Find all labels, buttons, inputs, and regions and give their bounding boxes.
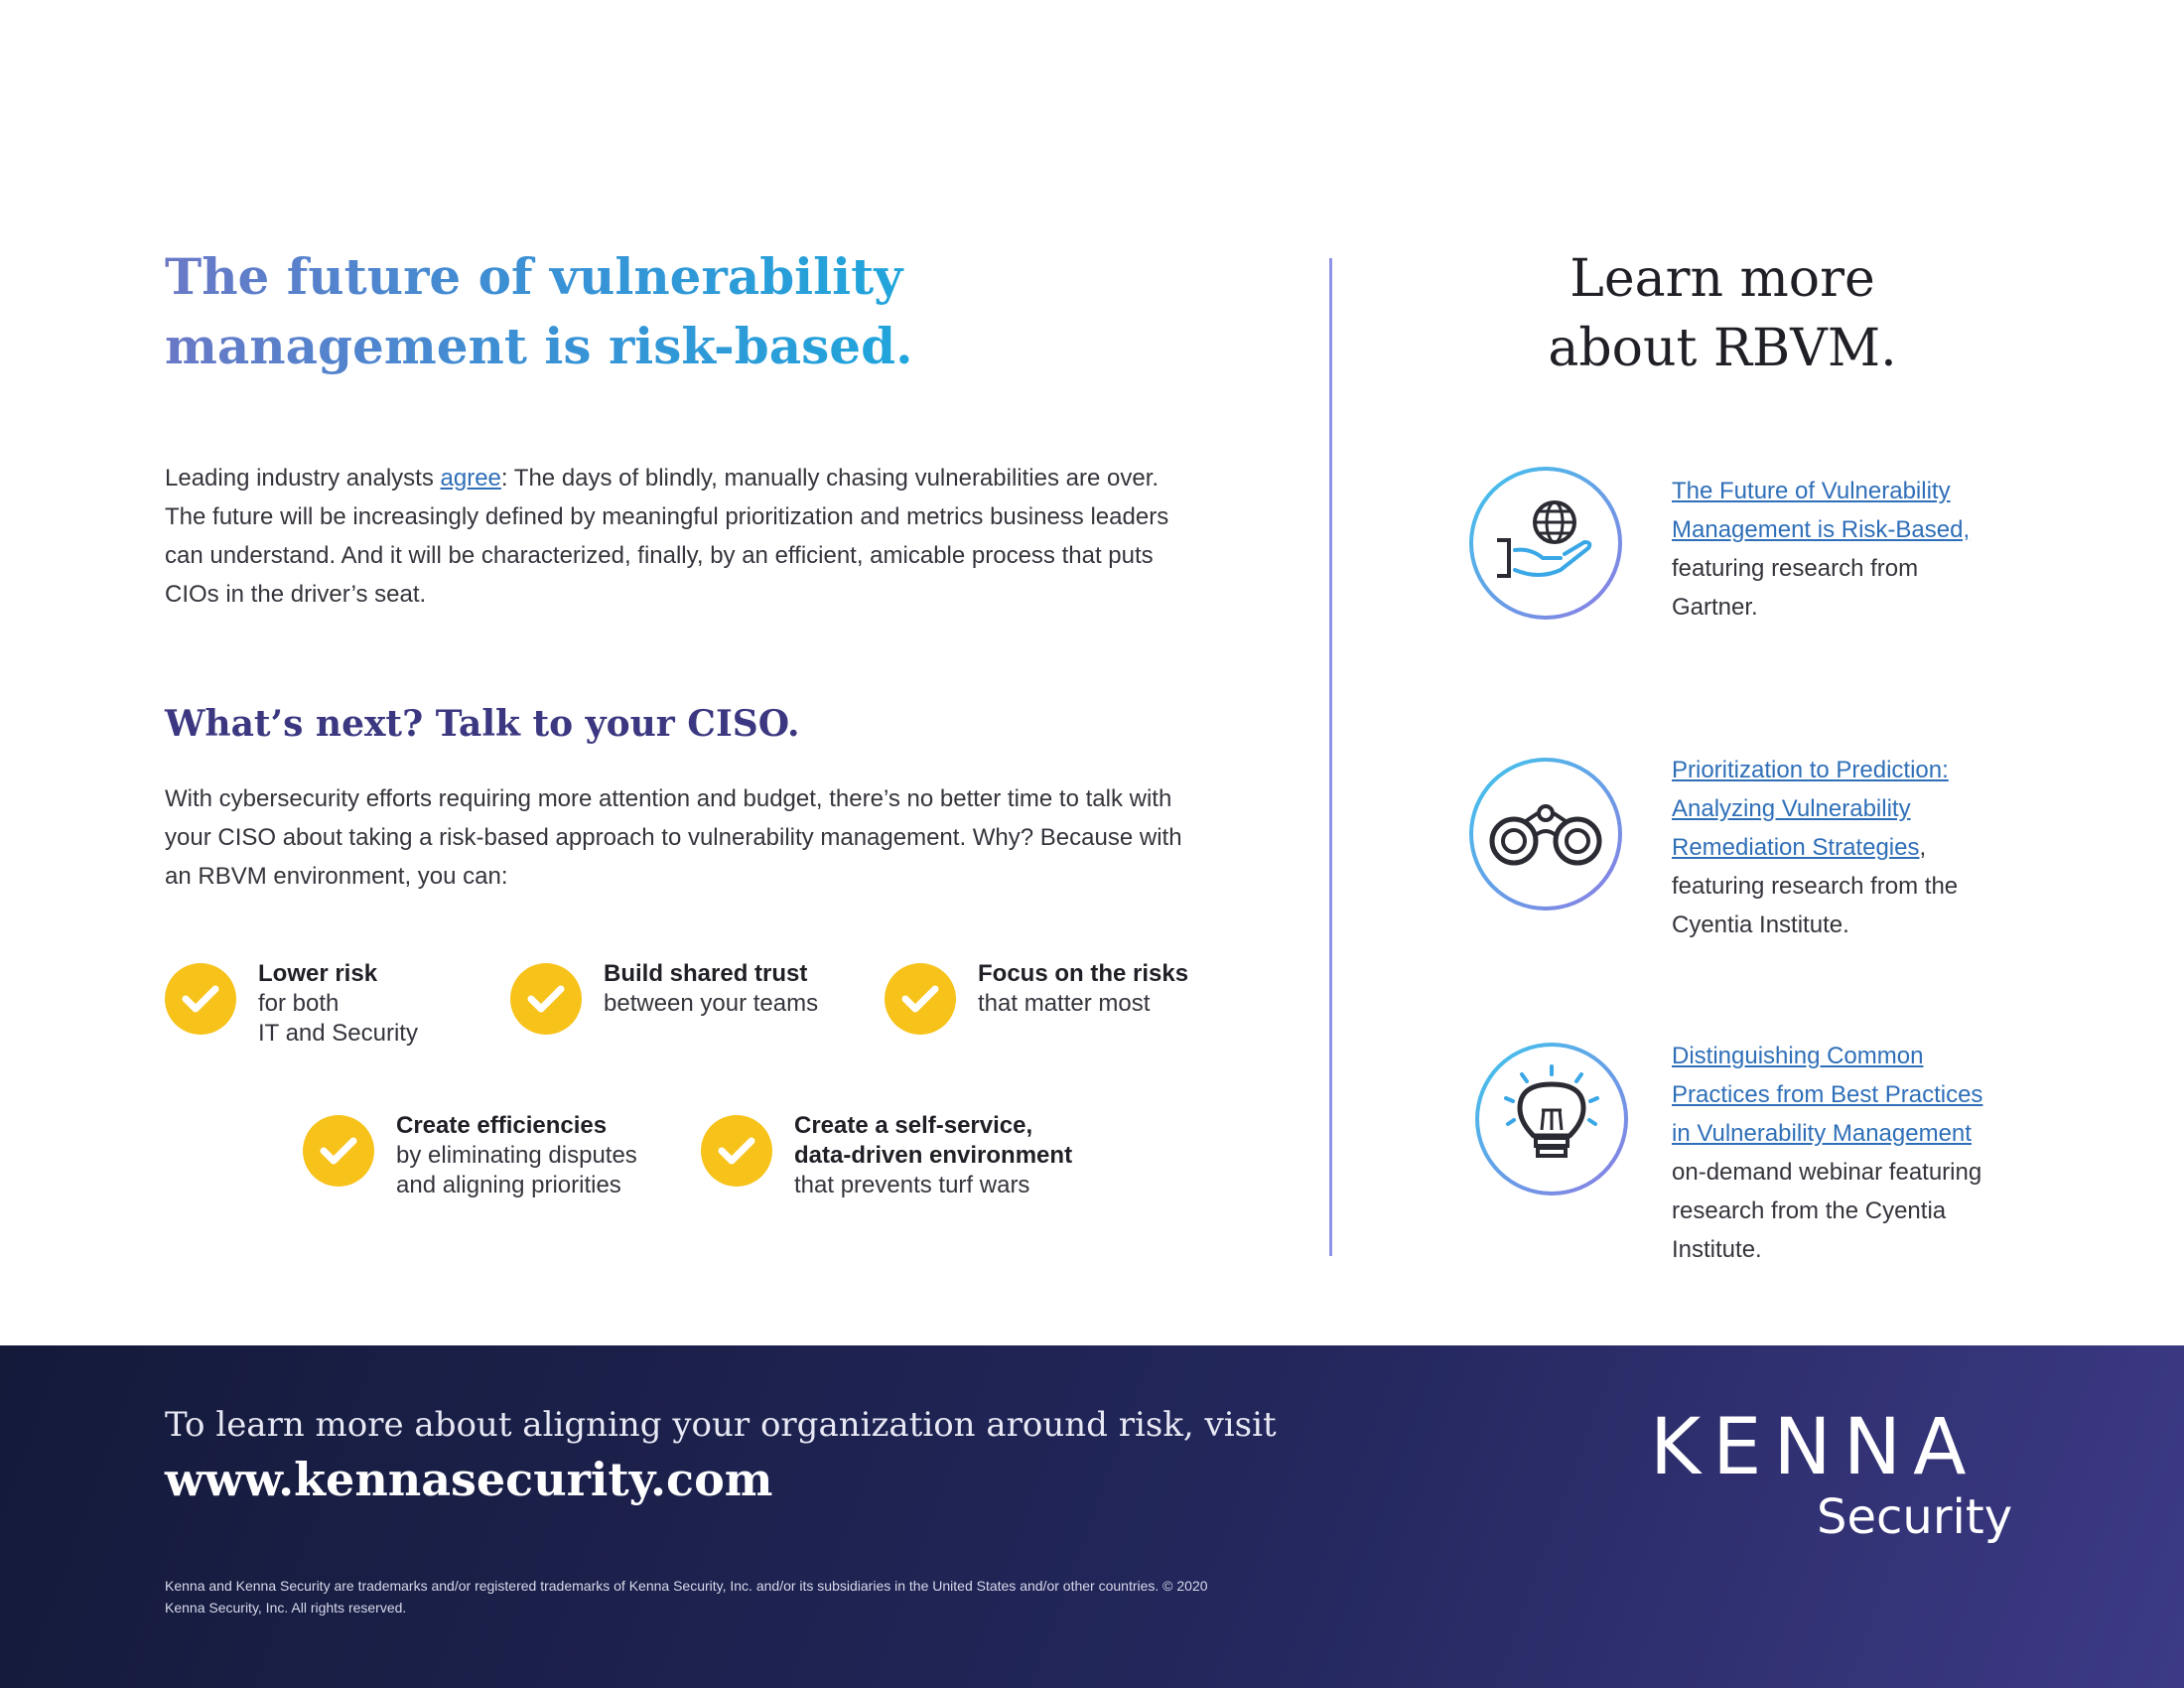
intro-text-end: : The days of blindly, manually chasing vulnerabilities are over. The future will be increasingly defined by meaningful prioritization and metrics business leaders can understand. And it will be characterized, finally, by an efficient, amicable process that puts CIOs in the driver’s seat. [165, 465, 1169, 608]
resource-desc-line: research from the Cyentia [1672, 1197, 1947, 1224]
benefit-title: data-driven environment [794, 1142, 1073, 1169]
resource-link-line[interactable]: Remediation Strategies [1672, 834, 1920, 861]
intro-paragraph [165, 459, 1177, 614]
logo-wordmark: KENNA [1650, 1403, 1979, 1492]
resource-link-line[interactable]: Analyzing Vulnerability [1672, 795, 1911, 822]
benefit-self-service [701, 1111, 1072, 1200]
footer-visit-text: To learn more about aligning your organization around risk, visit [165, 1405, 1277, 1445]
benefit-title: Focus on the risks [978, 960, 1189, 987]
learn-more-heading [1469, 244, 1976, 383]
resource-desc-line: featuring research from the [1672, 873, 1959, 900]
resource-desc-line: featuring research from [1672, 555, 1919, 582]
footer-legal-text: Kenna and Kenna Security are trademarks and/or registered trademarks of Kenna Security, Inc. and/or its subsidiaries in the United States and/or other countries. © 2020 Kenna Security, Inc. All rights reserved. [165, 1578, 1208, 1616]
agree-link[interactable]: agree [440, 465, 501, 492]
lightbulb-icon-ring [1475, 1043, 1628, 1196]
benefit-title: Build shared trust [604, 960, 808, 987]
resource-link-line[interactable]: Distinguishing Common [1672, 1043, 1924, 1069]
resource-prioritization [1672, 751, 2069, 944]
benefit-title: Lower risk [258, 960, 378, 987]
resource-best-practices [1672, 1037, 2069, 1269]
resource-link-line[interactable]: in Vulnerability Management [1672, 1120, 1972, 1147]
resource-link-line[interactable]: Management is Risk-Based, [1672, 516, 1971, 543]
intro-text-start: Leading industry analysts [165, 465, 441, 492]
resource-future-rbvm [1672, 472, 2069, 627]
benefit-line: IT and Security [258, 1020, 418, 1047]
logo-subtitle: Security [1817, 1489, 2013, 1545]
resource-link-line[interactable]: The Future of Vulnerability [1672, 478, 1951, 504]
benefit-line: between your teams [604, 990, 819, 1017]
benefit-title: Create efficiencies [396, 1112, 608, 1139]
headline-line-1: The future of vulnerability [165, 247, 903, 306]
check-icon [701, 1115, 772, 1187]
footer-website-link[interactable]: www.kennasecurity.com [165, 1453, 773, 1506]
page-headline [165, 242, 919, 381]
benefit-lower-risk [165, 959, 418, 1049]
benefit-line: that prevents turf wars [794, 1172, 1030, 1198]
binoculars-icon-ring [1469, 758, 1622, 911]
resource-link-row [1672, 828, 2069, 867]
resource-desc-line: Cyentia Institute. [1672, 912, 1849, 938]
benefit-line: and aligning priorities [396, 1172, 621, 1198]
resource-desc-line: Gartner. [1672, 594, 1758, 621]
whats-next-paragraph: With cybersecurity efforts requiring more attention and budget, there’s no better time to talk with your CISO about taking a risk-based approach to vulnerability management. Why? Because with an RBVM environment, you can: [165, 785, 1182, 890]
check-icon [885, 963, 956, 1035]
whats-next-heading: What’s next? Talk to your CISO. [165, 703, 800, 745]
resource-link-line[interactable]: Prioritization to Prediction: [1672, 757, 1949, 783]
benefit-shared-trust [510, 959, 818, 1035]
benefit-focus-risks [885, 959, 1188, 1035]
column-divider [1329, 258, 1332, 1256]
resource-desc-line: on-demand webinar featuring [1672, 1159, 1982, 1186]
check-icon [165, 963, 236, 1035]
headline-line-2: management is risk-based. [165, 317, 913, 375]
benefit-efficiencies [303, 1111, 637, 1200]
hand-globe-icon [1491, 498, 1600, 588]
learn-more-line-1: Learn more [1570, 249, 1875, 309]
resource-link-suffix: , [1919, 834, 1927, 861]
benefit-title: Create a self-service, [794, 1112, 1033, 1139]
lightbulb-icon [1502, 1064, 1601, 1174]
benefit-line: that matter most [978, 990, 1151, 1017]
check-icon [510, 963, 582, 1035]
check-icon [303, 1115, 374, 1187]
hand-globe-icon-ring [1469, 467, 1622, 620]
benefit-line: by eliminating disputes [396, 1142, 637, 1169]
benefit-line: for both [258, 990, 340, 1017]
learn-more-line-2: about RBVM. [1548, 319, 1897, 378]
resource-desc-line: Institute. [1672, 1236, 1762, 1263]
binoculars-icon [1486, 799, 1605, 869]
resource-link-line[interactable]: Practices from Best Practices [1672, 1081, 1983, 1108]
